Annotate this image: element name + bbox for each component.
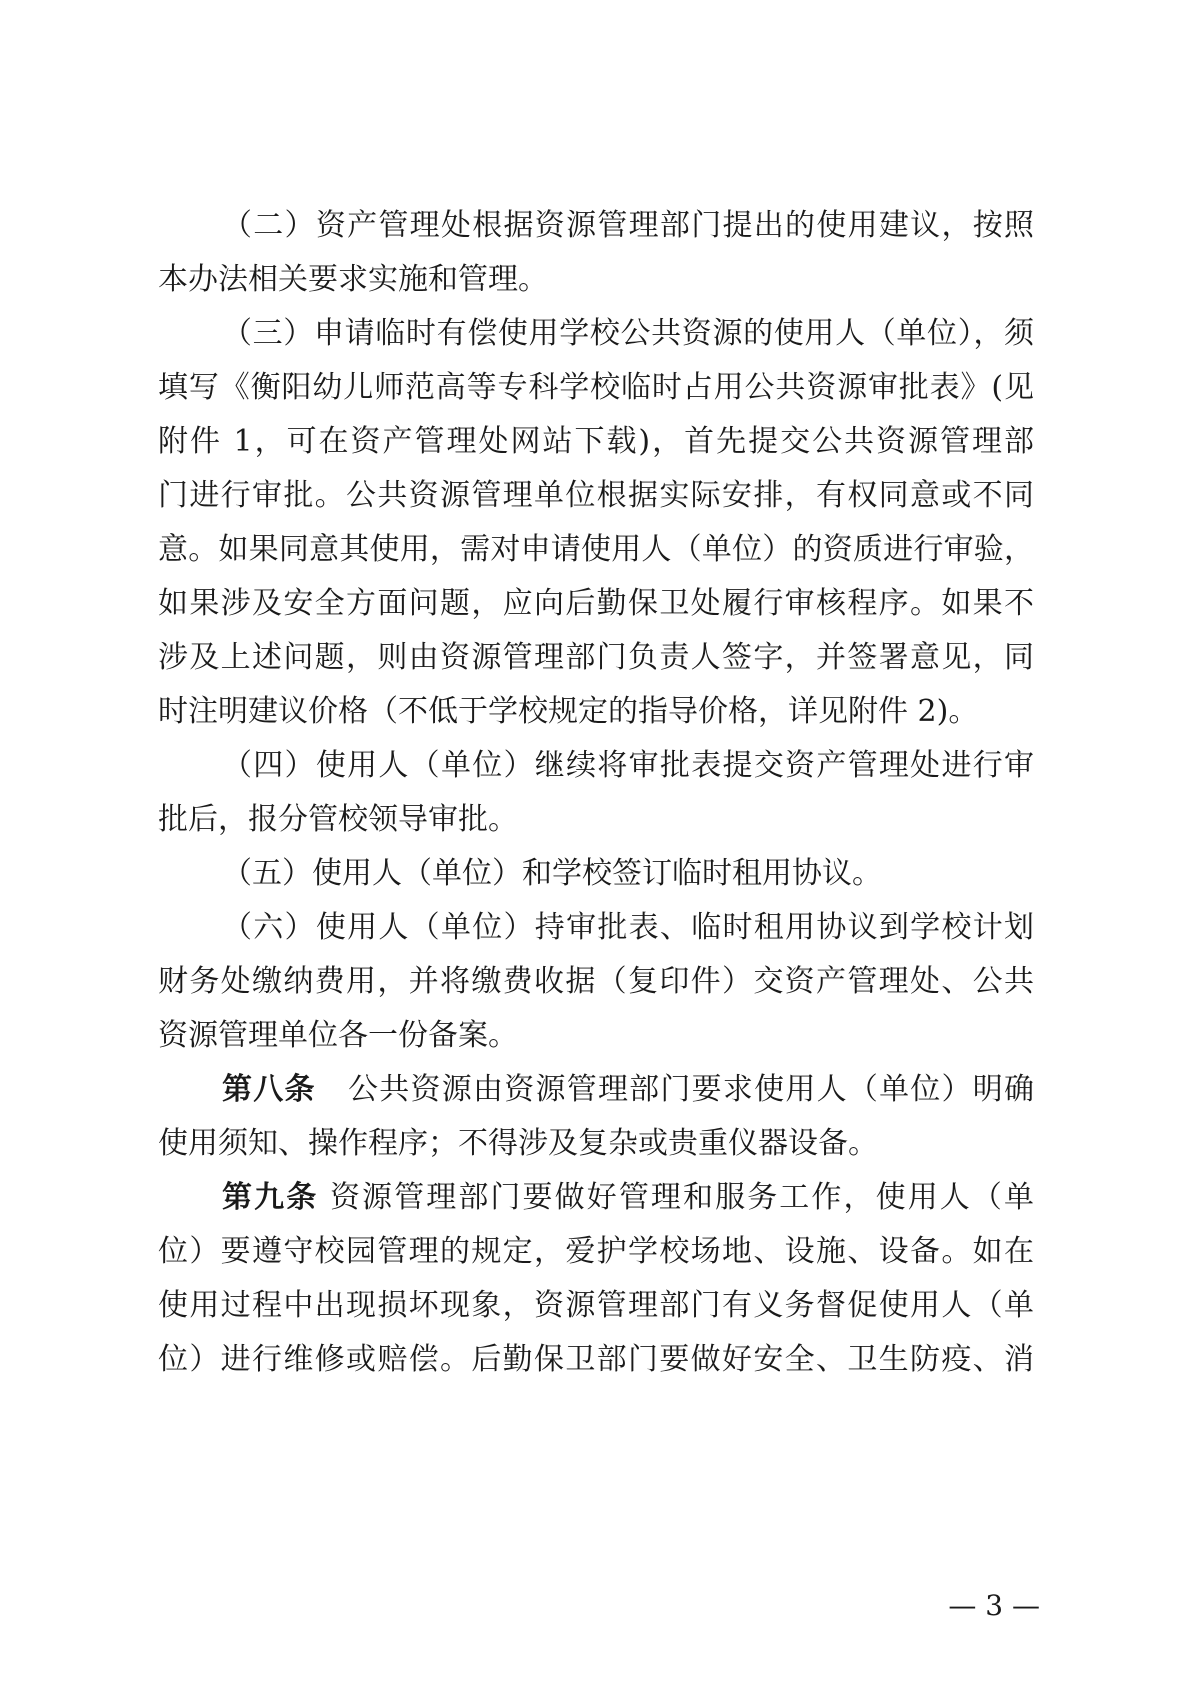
page-number: — 3 — <box>948 1589 1040 1622</box>
paragraph-3-line-5: 意。如果同意其使用，需对申请使用人（单位）的资质进行审验， <box>158 532 1034 567</box>
paragraph-5-line-1: （五）使用人（单位）和学校签订临时租用协议。 <box>222 856 882 891</box>
article-9-line-3: 使用过程中出现损坏现象，资源管理部门有义务督促使用人（单 <box>158 1288 1034 1323</box>
paragraph-6-line-3: 资源管理单位各一份备案。 <box>158 1018 518 1053</box>
paragraph-3-line-6: 如果涉及安全方面问题，应向后勤保卫处履行审核程序。如果不 <box>158 586 1034 621</box>
paragraph-3-line-7: 涉及上述问题，则由资源管理部门负责人签字，并签署意见，同 <box>158 640 1034 675</box>
paragraph-3-line-8: 时注明建议价格（不低于学校规定的指导价格，详见附件 2)。 <box>158 694 979 729</box>
article-9-line-1 <box>222 1178 1034 1218</box>
article-9-heading: 第九条 <box>222 1180 319 1215</box>
paragraph-4-line-1: （四）使用人（单位）继续将审批表提交资产管理处进行审 <box>222 748 1034 783</box>
paragraph-3-line-2: 填写《衡阳幼儿师范高等专科学校临时占用公共资源审批表》(见 <box>158 370 1034 405</box>
article-9-line-2: 位）要遵守校园管理的规定，爱护学校场地、设施、设备。如在 <box>158 1234 1034 1269</box>
article-9-text: 资源管理部门要做好管理和服务工作，使用人（单 <box>329 1180 1034 1215</box>
article-8-heading: 第八条 <box>222 1072 316 1107</box>
paragraph-3-line-3: 附件 1，可在资产管理处网站下载)，首先提交公共资源管理部 <box>158 424 1034 459</box>
paragraph-2-line-1: （二）资产管理处根据资源管理部门提出的使用建议，按照 <box>222 208 1034 243</box>
paragraph-6-line-2: 财务处缴纳费用，并将缴费收据（复印件）交资产管理处、公共 <box>158 964 1034 999</box>
article-9-line-4: 位）进行维修或赔偿。后勤保卫部门要做好安全、卫生防疫、消 <box>158 1342 1034 1377</box>
paragraph-6-line-1: （六）使用人（单位）持审批表、临时租用协议到学校计划 <box>222 910 1034 945</box>
article-8-line-1 <box>222 1070 1034 1110</box>
paragraph-3-line-1: （三）申请临时有偿使用学校公共资源的使用人（单位），须 <box>222 316 1034 351</box>
paragraph-2-line-2: 本办法相关要求实施和管理。 <box>158 262 548 297</box>
paragraph-3-line-4: 门进行审批。公共资源管理单位根据实际安排，有权同意或不同 <box>158 478 1034 513</box>
paragraph-4-line-2: 批后，报分管校领导审批。 <box>158 802 518 837</box>
article-8-text: 公共资源由资源管理部门要求使用人（单位）明确 <box>348 1072 1035 1107</box>
article-8-line-2: 使用须知、操作程序；不得涉及复杂或贵重仪器设备。 <box>158 1126 878 1161</box>
